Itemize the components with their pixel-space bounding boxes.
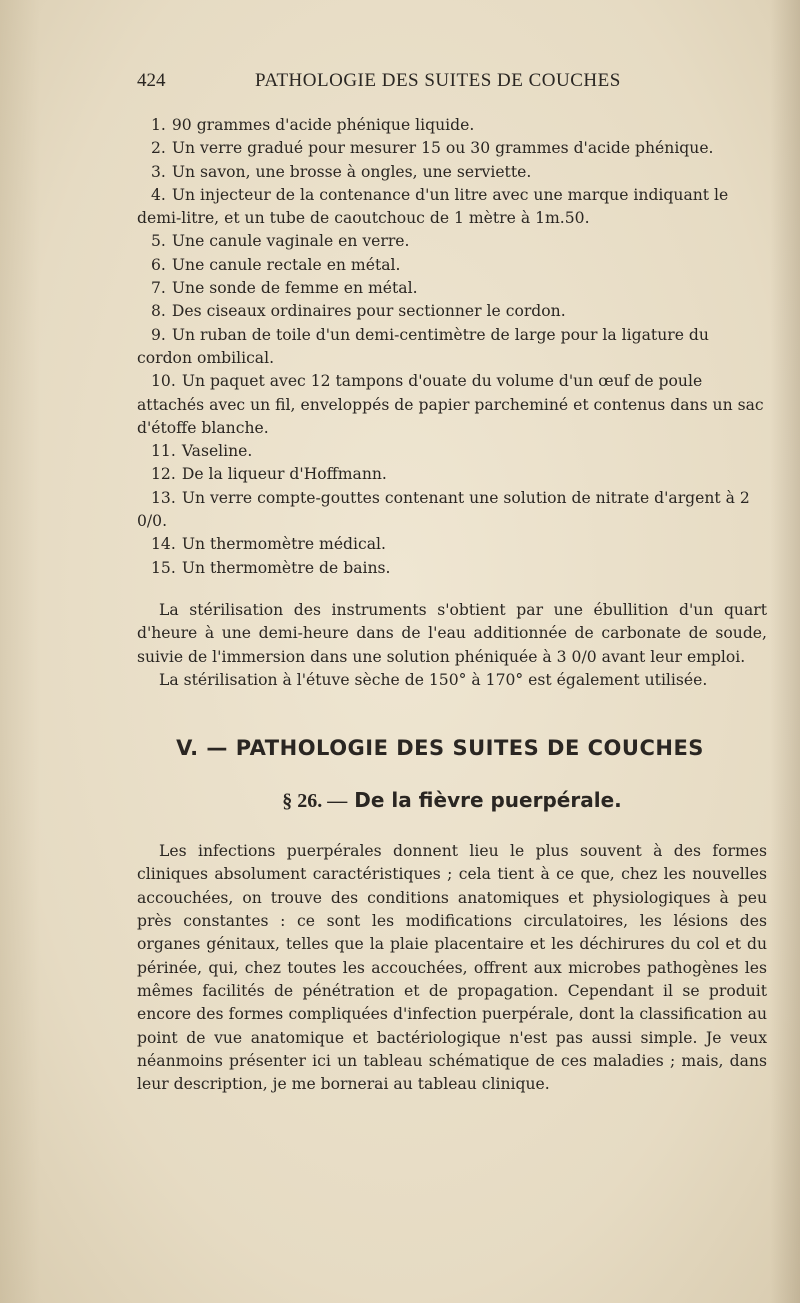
list-item-text: Un ruban de toile d'un demi-centimètre de large pour la ligature du cordon ombilical. (137, 325, 709, 367)
running-title: PATHOLOGIE DES SUITES DE COUCHES (255, 70, 621, 91)
list-item-number: 9. (151, 325, 166, 344)
list-item (137, 487, 767, 534)
list-item-text: Une canule rectale en métal. (171, 255, 401, 274)
list-item (137, 300, 767, 323)
list-item-text: Des ciseaux ordinaires pour sectionner le cordon. (171, 302, 566, 321)
list-item-text: 90 grammes d'acide phénique liquide. (171, 116, 475, 134)
list-item-text: Un verre gradué pour mesurer 15 ou 30 grammes d'acide phénique. (171, 139, 714, 158)
list-item-text: Un verre compte-gouttes contenant une solution de nitrate d'argent à 2 0/0. (137, 488, 750, 531)
sterilisation-paragraph: La stérilisation des instruments s'obtient par une ébullition d'un quart d'heure à une demi-heure dans de l'eau additionnée de carbonate de soude, suivie de l'immersion dans une solution phéniquée à 3 0/0 avant leur emploi. (137, 600, 767, 666)
subsection-heading (137, 788, 767, 813)
list-item-text: Un savon, une brosse à ongles, une serviette. (171, 162, 532, 181)
list-item-text: Vaseline. (181, 442, 253, 461)
list-item-text: Une canule vaginale en verre. (171, 232, 410, 251)
list-item-number: 15. (151, 558, 176, 577)
list-item (137, 557, 767, 580)
page-edge-shadow (770, 0, 800, 1303)
list-item (137, 324, 767, 371)
body-paragraph: Les infections puerpérales donnent lieu le plus souvent à des formes cliniques absolument caractéristiques ; cela tient à ce que, chez les nouvelles accouchées, on trouve des conditions anatomiques et physiologiques à peu près constantes : ce sont les modifications circulatoires, les lésions des organes génitaux, telles que la plaie placentaire et les déchirures du col et du périnée, qui, chez toutes les accouchées, offrent aux microbes pathogènes les mêmes facilités de pénétration et de propagation. Cependant il se produit encore des formes compliquées d'infection puerpérale, dont la classification au point de vue anatomique et bactériologique n'est pas aussi simple. Je veux néanmoins présenter ici un tableau schématique de ces maladies ; mais, dans leur description, je me bornerai au tableau clinique. (137, 842, 767, 1094)
list-item-number: 7. (151, 279, 166, 298)
list-item (137, 463, 767, 486)
list-item-number: 1. (151, 116, 166, 134)
list-item-number: 5. (151, 232, 166, 251)
section-heading: V. — PATHOLOGIE DES SUITES DE COUCHES (176, 736, 704, 761)
list-item-text: Un thermomètre de bains. (181, 558, 391, 577)
subsection-number: § 26. — (282, 790, 348, 813)
instrument-list (137, 114, 767, 580)
list-item (137, 161, 767, 184)
list-item-text: Un injecteur de la contenance d'un litre avec une marque indiquant le demi-litre, et un tube de caoutchouc de 1 mètre à 1m.50. (137, 185, 729, 228)
list-item (137, 277, 767, 300)
list-item-text: Un thermomètre médical. (181, 535, 387, 554)
list-item-number: 3. (151, 162, 166, 181)
list-item (137, 440, 767, 463)
list-item-number: 10. (151, 372, 176, 391)
list-item-text: Une sonde de femme en métal. (171, 279, 418, 298)
list-item-number: 12. (151, 465, 176, 484)
list-item (137, 533, 767, 556)
list-item-number: 13. (151, 488, 176, 507)
subsection-title: De la fièvre puerpérale. (354, 788, 622, 813)
page-left-shadow (0, 0, 40, 1303)
list-item-number: 2. (151, 139, 166, 158)
list-item-number: 11. (151, 442, 176, 461)
list-item (137, 370, 767, 440)
list-item (137, 137, 767, 160)
list-item-number: 8. (151, 302, 166, 321)
list-item-text: Un paquet avec 12 tampons d'ouate du volume d'un œuf de poule attachés avec un fil, enveloppés de papier parcheminé et contenus dans un sac d'étoffe blanche. (137, 372, 764, 437)
list-item (137, 254, 767, 277)
list-item (137, 184, 767, 231)
list-item (137, 114, 767, 137)
list-item-number: 4. (151, 185, 166, 204)
document-page (137, 70, 767, 1096)
page-number: 424 (137, 70, 166, 91)
list-item-number: 6. (151, 255, 166, 274)
sterilisation-etuve-paragraph: La stérilisation à l'étuve sèche de 150° à 170° est également utilisée. (159, 670, 708, 689)
list-item (137, 230, 767, 253)
list-item-text: De la liqueur d'Hoffmann. (181, 465, 387, 484)
list-item-number: 14. (151, 535, 176, 554)
running-header (137, 70, 767, 104)
